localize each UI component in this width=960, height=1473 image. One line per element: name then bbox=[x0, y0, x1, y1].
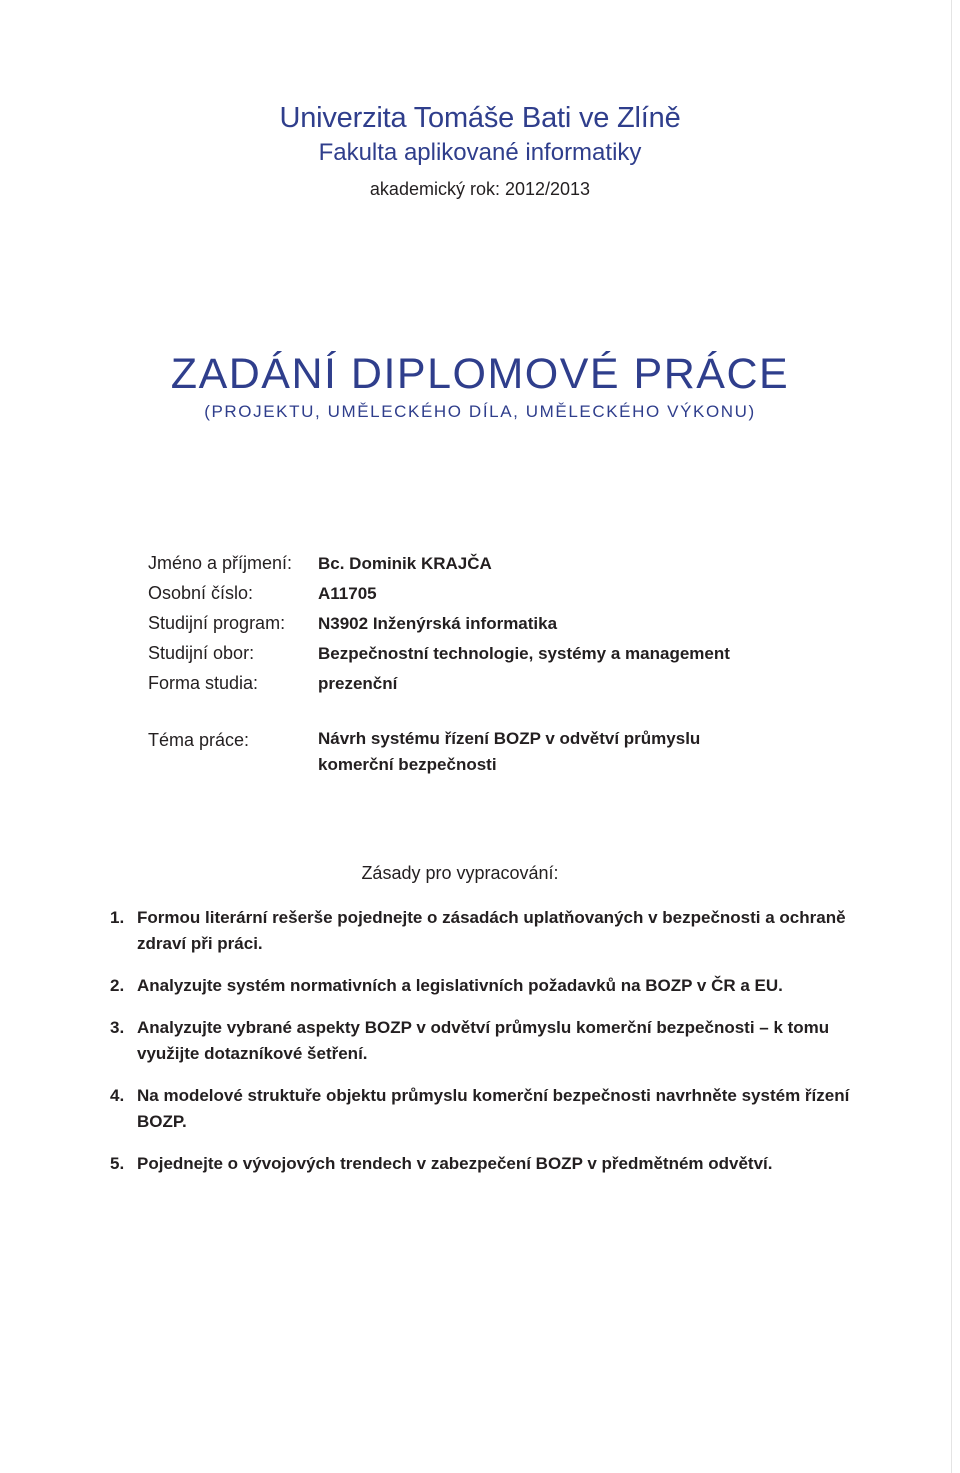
info-value: Bezpečnostní technologie, systémy a management bbox=[318, 644, 730, 663]
item-number: 4. bbox=[110, 1086, 125, 1105]
list-item bbox=[110, 1015, 850, 1067]
info-row-study-program bbox=[148, 608, 730, 638]
item-number: 3. bbox=[110, 1018, 125, 1037]
principles-title: Zásady pro vypracování: bbox=[361, 863, 559, 883]
thesis-topic bbox=[148, 726, 778, 778]
academic-year: akademický rok: 2012/2013 bbox=[369, 179, 591, 199]
info-row-name bbox=[148, 548, 730, 578]
info-row-study-form bbox=[148, 668, 730, 698]
list-item bbox=[110, 1151, 850, 1177]
info-label: Forma studia: bbox=[148, 673, 259, 693]
student-info bbox=[148, 548, 730, 698]
document-subtitle: (PROJEKTU, UMĚLECKÉHO DÍLA, UMĚLECKÉHO VÝKONU) bbox=[204, 402, 756, 421]
info-row-personal-number bbox=[148, 578, 730, 608]
info-label: Studijní program: bbox=[148, 613, 286, 633]
page-edge-line bbox=[951, 0, 952, 1473]
principles-list bbox=[110, 905, 850, 1193]
info-value: A11705 bbox=[318, 584, 377, 603]
item-text: Na modelové struktuře objektu průmyslu komerční bezpečnosti navrhněte systém řízení BOZP. bbox=[137, 1086, 850, 1131]
list-item bbox=[110, 1083, 850, 1135]
topic-value: Návrh systému řízení BOZP v odvětví průmyslu komerční bezpečnosti bbox=[318, 729, 701, 774]
item-text: Pojednejte o vývojových trendech v zabezpečení BOZP v předmětném odvětví. bbox=[137, 1154, 773, 1173]
university-name: Univerzita Tomáše Bati ve Zlíně bbox=[279, 102, 681, 134]
item-number: 1. bbox=[110, 908, 125, 927]
faculty-name: Fakulta aplikované informatiky bbox=[318, 139, 642, 166]
item-number: 2. bbox=[110, 976, 125, 995]
info-value: Bc. Dominik KRAJČA bbox=[318, 554, 492, 573]
list-item bbox=[110, 973, 850, 999]
item-text: Analyzujte vybrané aspekty BOZP v odvětví průmyslu komerční bezpečnosti – k tomu využijte dotazníkové šetření. bbox=[137, 1018, 830, 1063]
topic-label: Téma práce: bbox=[148, 730, 250, 750]
item-number: 5. bbox=[110, 1154, 125, 1173]
document-header bbox=[0, 99, 960, 203]
item-text: Analyzujte systém normativních a legislativních požadavků na BOZP v ČR a EU. bbox=[137, 976, 783, 995]
info-label: Studijní obor: bbox=[148, 643, 255, 663]
document-title: ZADÁNÍ DIPLOMOVÉ PRÁCE bbox=[170, 350, 790, 398]
info-value: prezenční bbox=[318, 674, 398, 693]
list-item bbox=[110, 905, 850, 957]
item-text: Formou literární rešerše pojednejte o zásadách uplatňovaných v bezpečnosti a ochraně zdraví při práci. bbox=[137, 908, 846, 953]
info-label: Jméno a příjmení: bbox=[148, 553, 293, 573]
info-row-study-field bbox=[148, 638, 730, 668]
info-value: N3902 Inženýrská informatika bbox=[318, 614, 558, 633]
info-label: Osobní číslo: bbox=[148, 583, 254, 603]
